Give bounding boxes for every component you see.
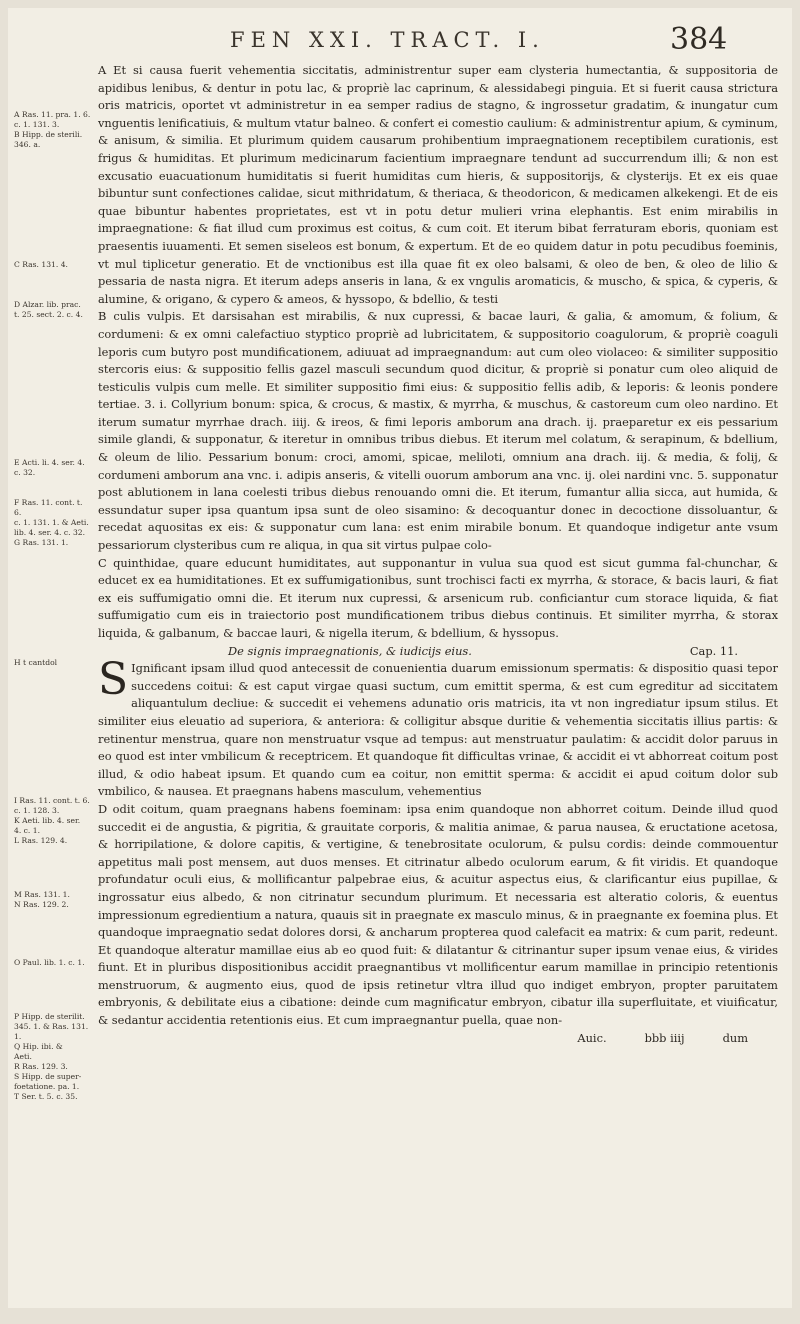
body-text [98, 62, 778, 1047]
margin-note: A Ras. 11. pra. 1. 6. c. 1. 131. 3. B Hipp. de sterili. 346. a. [14, 110, 91, 149]
book-page [8, 8, 792, 1308]
margin-note: M Ras. 131. 1. N Ras. 129. 2. [14, 890, 70, 909]
catchword: dum [722, 1030, 748, 1045]
paragraph-signs: S Ignificant ipsam illud quod antecessit de conuenientia duarum emissionum spermatis: & dispositio quasi tepor succedens coitui: & est caput virgae quasi suctum, cum emittit sperma, & est cum egreditur ad siccitatem aliquantulum decliue: & succedit ei vehemens adunatio oris matricis, ita vt non ingrediatur ipsum stilus. Et similiter eius eleuatio ad superiora, & anteriora: & colligitur absque duritie & vehementia siccitatis illius partis: & retinentur menstrua, quare non menstruatur vsque ad tempus: aut menstruatur paulatim: & accidit dolor paruus in eo quod est inter vmbilicum & receptricem. Et quandoque fit difficultas vrinae, & accidit ei vt abhorreat coitum post illud, & odio habeat ipsum. Et quando cum ea coitur, non emittit sperma: & accidit ei apud coitum dolor sub vmbilico, & nausea. Et praegnans habens masculum, vehementius [98, 654, 778, 799]
margin-note: D Alzar. lib. prac. t. 25. sect. 2. c. 4. [14, 300, 83, 319]
paragraph-a: A Et si causa fuerit vehementia siccitatis, administrentur super eam clysteria humectantia, & suppositoria de apidibus lenibus, & dentur in potu lac, & propriè lac caprinum, & alessidabegi pinguia. Et si fuerit causa strictura oris matricis, oportet vt administretur in ea semper radius de stagno, & ingrossetur gradatim, & inungatur cum vnguentis lenificatiuis, & multum vtatur balneo. & confert ei comestio caulium: & administrentur apium, & cyminum, & anisum, & similia. Et plurimum quidem causarum prohibentium impraegnationem receptibilem curationis, est frigus & humiditas. Et plurimum medicinarum facientium impraegnare tendunt ad succurrendum illi; & non est excusatio euacuationum humiditatis si fuerit humiditas cum hieris, & suppositorijs, & clysterijs. Et ex eis quae bibuntur sunt confectiones calidae, sicut mithridatum, & theriaca, & theodoricon, & medicamen alkekengi. Et de eis quae bibuntur habentes proprietates, est vt in potu detur mulieri vrina elephantis. Est enim mirabilis in impraegnatione: & fiat illud cum proximus est coitus, & cum coit. Et iterum bibat ferraturam eboris, quoniam est praesentis iuuamenti. Et semen siseleos est bonum, & expertum. Et de eo quidem datur in potu pecudibus foeminis, vt mul tiplicetur generatio. Et de vnctionibus est illa quae fit ex oleo balsami, & oleo de ben, & oleo de lilio & pessaria de nasta nigra. Et iterum adeps anseris in lana, & ex vngulis aromaticis, & muscho, & spica, & cyperis, & alumine, & origano, & cypero & ameos, & hyssopo, & bdellio, & testi [98, 63, 778, 306]
page-header [8, 20, 792, 60]
margin-note: H t cantdol [14, 658, 58, 667]
page-number: 384 [670, 22, 728, 57]
margin-note: I Ras. 11. cont. t. 6. c. 1. 128. 3. K Aeti. lib. 4. ser. 4. c. 1. L Ras. 129. 4. [14, 796, 90, 845]
chapter-number: Cap. 11. [689, 643, 738, 658]
page-footer [98, 1030, 778, 1048]
margin-note: P Hipp. de sterilit. 345. 1. & Ras. 131. 1. Q Hip. ibi. & Aeti. R Ras. 129. 3. S Hipp. de super- foetatione. pa. 1. T Ser. t. 5. c. 35. [14, 1012, 89, 1101]
paragraph-c: C quinthidae, quare educunt humiditates, aut supponantur in vulua sua quod est sicut gumma fal-chunchar, & educet ex ea humiditationes. Et ex suffumigationibus, sunt trochisci facti ex myrrha, & storace, & bacis lauri, & fiat ex eis suffumigatio omni die. Et iterum nux cupressi, & arsenicum rub. conficiantur cum storace liquida, & fiat suffumigatio cum eis in traiectorio post mundificationem tribus diebus continuis. Et similiter myrrha, & storax liquida, & galbanum, & baccae lauri, & nigella iterum, & bdellium, & hyssopus. [98, 555, 778, 640]
paragraph-b: B culis vulpis. Et darsisahan est mirabilis, & nux cupressi, & bacae lauri, & galia, & amomum, & folium, & cordumeni: & ex omni calefactiuo styptico propriè ad lubricitatem, & suppositorio coagulorum, & propriè coaguli leporis cum butyro post mundificationem, adiuuat ad impraegnandum: aut cum oleo violaceo: & similiter suppositio stercoris eius: & suppositio fellis gazel masculi secundum quod dicitur, & propriè si ponatur cum oleo aliquid de testiculis vulpis cum melle. Et similiter suppositio fimi eius: & suppositio fellis adib, & leporis: & leonis pondere tertiae. 3. i. Collyrium bonum: spica, & crocus, & mastix, & myrrha, & muschus, & castoreum cum oleo nardino. Et iterum sumatur myrrhae drach. iiij. & ireos, & fimi leporis amborum ana drach. ij. praeparetur ex eis pessarium simile glandi, & supponatur, & iteretur in omnibus tribus diebus. Et iterum mel colatum, & serapinum, & bdellium, & oleum de lilio. Pessarium bonum: croci, amomi, spicae, meliloti, omnium ana drach. iij. & media, & folij, & cordumeni amborum ana vnc. i. adipis anseris, & vitelli ouorum amborum ana vnc. ij. olei nardini vnc. 5. supponatur post ablutionem in lana coelesti tribus diebus renouando omni die. Et iterum, fumantur allia sicca, aut humida, & essundatur super ipsa quantum ipsa sunt de oleo sisamino: & decoquantur donec in decoctione dissoluantur, & recedat aquositas ex eis: & supponatur cum lana: est enim mirabile bonum. Et quandoque indigetur ante vsum pessariorum clysteribus cum re aliqua, in qua sit virtus pulpae colo- [98, 309, 778, 553]
paragraph-d: D odit coitum, quam praegnans habens foeminam: ipsa enim quandoque non abhorret coitum. Deinde illud quod succedit ei de angustia, & pigritia, & grauitate corporis, & malitia animae, & parua nausea, & eructatione acetosa, & horripilatione, & dolore capitis, & vertigine, & tenebrositate oculorum, & pulsu cordis: deinde commouentur appetitus mali post mensem, aut duos menses. Et citrinatur albedo oculorum earum, & fit viridis. Et quandoque profundatur oculi eius, & mollificantur palpebrae eius, & acuitur aspectus eius, & clarificantur eius pupillae, & ingrossatur eius albedo, & non citrinatur secundum plurimum. Et necessaria est alteratio coloris, & euentus impressionum egredientium a natura, quauis sit in praegnate ex masculo minus, & in praegnante ex foemina plus. Et quandoque impraegnatio sedat dolores dorsi, & ancharum propterea quod calefacit ea matrix: & cum parit, redeunt. Et quandoque alteratur mamillae eius ab eo quod fuit: & dilatantur & citrinantur super ipsum venae eius, & virides fiunt. Et in pluribus dispositionibus accidit praegnantibus vt mollificentur earum mamillae in principio retentionis menstruorum, & augmento eius, quod de ipsis retinetur vltra illud quo indiget embryon, propter paruitatem embryonis, & debilitate eius a cibatione: deinde cum magnificatur embryon, cibatur illa superfluitate, et viuificatur, & sedantur accidentia retentionis eius. Et cum impraegnantur puella, quae non- [98, 801, 778, 1028]
running-title: FEN XXI. TRACT. I. [230, 28, 545, 52]
margin-note: F Ras. 11. cont. t. 6. c. 1. 131. 1. & Aeti. lib. 4. ser. 4. c. 32. G Ras. 131. 1. [14, 498, 89, 547]
margin-note: O Paul. lib. 1. c. 1. [14, 958, 85, 967]
margin-note: C Ras. 131. 4. [14, 260, 68, 269]
catch-left: Auic. [577, 1030, 607, 1045]
margin-note: E Acti. li. 4. ser. 4. c. 32. [14, 458, 85, 477]
signature-mark: bbb iiij [644, 1030, 685, 1045]
drop-cap-initial: S [98, 654, 129, 706]
chapter-heading-text: De signis impraegnationis, & iudicijs eius. [228, 643, 472, 658]
chapter-heading [98, 643, 778, 661]
margin-notes [8, 8, 94, 1308]
